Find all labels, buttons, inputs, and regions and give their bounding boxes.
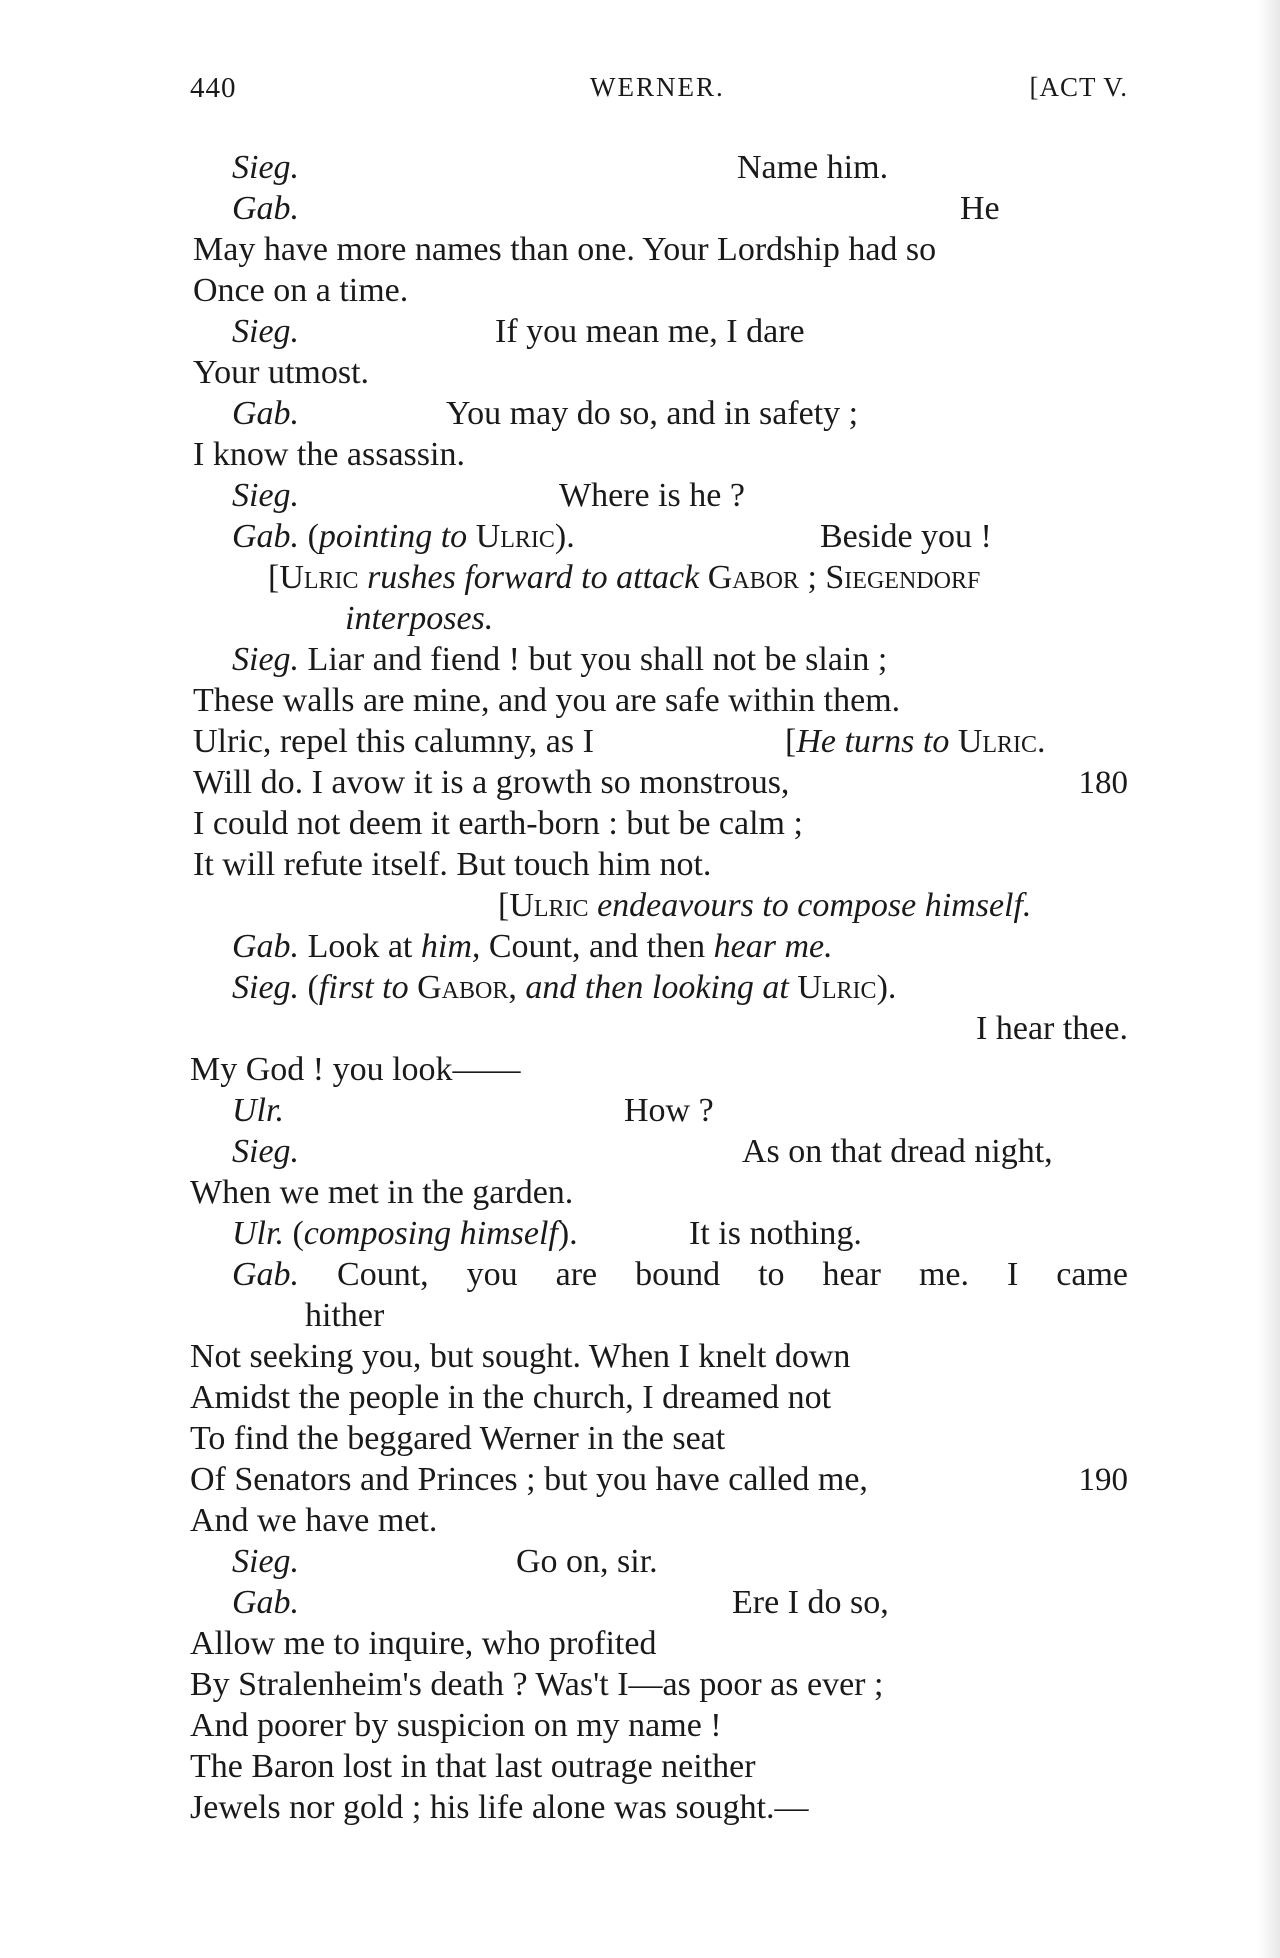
running-header: [190, 72, 1140, 118]
line-text: And poorer by suspicion on my name !: [190, 1707, 722, 1744]
line-text: You may do so, and in safety ;: [446, 395, 859, 432]
verse-line: [232, 1542, 1132, 1582]
verse-line: [232, 1255, 1128, 1295]
paren-close: ).: [876, 969, 897, 1006]
paren-close: ).: [557, 1215, 578, 1252]
verse-line: [193, 845, 711, 885]
verse-line: [190, 1419, 725, 1459]
paren-open: (: [307, 518, 319, 555]
emphasis: him,: [420, 928, 481, 965]
character-name: Ulric.: [957, 723, 1046, 760]
line-text: To find the beggared Werner in the seat: [190, 1420, 726, 1457]
line-text: Look at: [307, 928, 413, 965]
speaker-name: Gab.: [232, 1584, 300, 1621]
verse-line: [305, 1296, 384, 1336]
line-text: Not seeking you, but sought. When I knelt down: [190, 1338, 851, 1375]
verse-line: [193, 353, 369, 393]
speaker-name: Gab.: [232, 518, 300, 555]
verse-line: [193, 435, 465, 475]
verse-line: [232, 312, 1132, 352]
line-number: 190: [1078, 1462, 1128, 1498]
line-text: Beside you !: [820, 518, 992, 555]
stage-direction: interposes.: [345, 600, 494, 637]
line-text: hither: [305, 1297, 385, 1334]
character-name: Ulric: [797, 969, 877, 1006]
page-edge-shadow: [1258, 0, 1280, 1958]
line-text: Ere I do so,: [732, 1584, 889, 1621]
speaker-name: Sieg.: [232, 1133, 300, 1170]
verse-line: [232, 1091, 1132, 1131]
speaker-name: Sieg.: [232, 641, 300, 678]
line-text: Once on a time.: [193, 272, 409, 309]
verse-line: [232, 476, 1132, 516]
line-text: Count, and then: [488, 928, 706, 965]
verse-line: [232, 517, 1132, 557]
verse-line: [190, 1501, 437, 1541]
line-text: I hear thee.: [976, 1010, 1128, 1047]
verse-line: [190, 1624, 656, 1664]
line-text: By Stralenheim's death ? Was't I—as poor as ever ;: [190, 1666, 884, 1703]
verse-line: [193, 271, 408, 311]
verse-line: [193, 230, 936, 270]
stage-direction: He turns to: [796, 723, 950, 760]
page-number: 440: [190, 72, 237, 104]
speaker-name: Gab.: [232, 928, 300, 965]
line-text: Count, you are bound to hear me. I came: [337, 1256, 1129, 1293]
line-text: Your utmost.: [193, 354, 370, 391]
line-text: Jewels nor gold ; his life alone was sought.—: [190, 1789, 809, 1826]
line-text: Name him.: [737, 149, 889, 186]
character-name: Siegendorf: [825, 559, 981, 596]
speaker-name: Ulr.: [232, 1092, 284, 1129]
line-number: 180: [1078, 765, 1128, 801]
stage-direction: pointing to: [318, 518, 468, 555]
bracket: [: [498, 887, 510, 924]
verse-line: [232, 148, 1132, 188]
stage-direction: endeavours to compose himself.: [597, 887, 1032, 924]
line-text: And we have met.: [190, 1502, 438, 1539]
speaker-with-direction: [232, 517, 575, 557]
verse-line: [232, 927, 833, 967]
speaker-with-direction: [232, 1214, 578, 1254]
stage-direction: and then looking at: [525, 969, 789, 1006]
verse-line: [232, 189, 1132, 229]
running-title: WERNER.: [590, 72, 725, 102]
verse-line: [232, 1583, 1132, 1623]
verse-line: [193, 681, 900, 721]
line-text: My God ! you look——: [190, 1051, 521, 1088]
stage-direction: rushes forward to attack: [367, 559, 700, 596]
speaker-name: Sieg.: [232, 1543, 300, 1580]
line-text: If you mean me, I dare: [495, 313, 805, 350]
verse-line: [190, 1747, 756, 1787]
line-text: I could not deem it earth-born : but be calm ;: [193, 805, 803, 842]
inline-stage-direction: [785, 722, 1046, 762]
verse-line: [232, 1214, 1132, 1254]
line-text: It is nothing.: [689, 1215, 862, 1252]
bracket: [: [268, 559, 280, 596]
act-label: [ACT V.: [1029, 72, 1128, 102]
line-text: May have more names than one. Your Lordship had so: [193, 231, 937, 268]
line-text: It will refute itself. But touch him not.: [193, 846, 712, 883]
line-text: Where is he ?: [559, 477, 745, 514]
verse-line: [190, 1788, 809, 1828]
verse-line: [190, 1706, 722, 1746]
separator: ;: [807, 559, 817, 596]
line-text: Go on, sir.: [516, 1543, 658, 1580]
paren-close: ).: [554, 518, 575, 555]
character-name: Ulric: [475, 518, 555, 555]
line-text: As on that dread night,: [742, 1133, 1053, 1170]
line-text: These walls are mine, and you are safe within them.: [193, 682, 901, 719]
line-text: Amidst the people in the church, I dreamed not: [190, 1379, 832, 1416]
verse-line: [190, 1173, 573, 1213]
speaker-name: Gab.: [232, 190, 300, 227]
verse-line: [193, 1009, 1128, 1049]
speaker-name: Ulr.: [232, 1215, 284, 1252]
line-text: Will do. I avow it is a growth so monstrous,: [193, 764, 790, 801]
character-name: Gabor,: [417, 969, 517, 1006]
speaker-name: Gab.: [232, 1256, 300, 1293]
line-text: Of Senators and Princes ; but you have called me,: [190, 1461, 868, 1498]
verse-line: [193, 722, 1133, 762]
verse-line: [193, 804, 803, 844]
line-text: Ulric, repel this calumny, as I: [193, 723, 594, 760]
stage-direction: first to: [318, 969, 409, 1006]
line-text: Liar and fiend ! but you shall not be slain ;: [307, 641, 888, 678]
verse-line: [232, 394, 1132, 434]
verse-line: [232, 968, 896, 1008]
verse-line: [232, 1132, 1132, 1172]
speaker-name: Sieg.: [232, 149, 300, 186]
speaker-name: Sieg.: [232, 969, 300, 1006]
verse-line: [193, 763, 1128, 803]
character-name: Ulric: [279, 559, 359, 596]
verse-line: [190, 1337, 850, 1377]
speaker-name: Sieg.: [232, 313, 300, 350]
verse-line: [190, 1460, 1128, 1500]
speaker-name: Sieg.: [232, 477, 300, 514]
stage-direction-line: [345, 599, 493, 639]
speaker-name: Gab.: [232, 395, 300, 432]
line-text: The Baron lost in that last outrage neither: [190, 1748, 756, 1785]
stage-direction: composing himself: [303, 1215, 558, 1252]
character-name: Gabor: [707, 559, 799, 596]
line-text: Allow me to inquire, who profited: [190, 1625, 657, 1662]
line-text: How ?: [624, 1092, 714, 1129]
paren-open: (: [307, 969, 319, 1006]
stage-direction-line: [268, 558, 980, 598]
line-text: He: [960, 190, 1000, 227]
paren-open: (: [292, 1215, 304, 1252]
verse-line: [232, 640, 887, 680]
line-text: When we met in the garden.: [190, 1174, 574, 1211]
stage-direction-line: [498, 886, 1031, 926]
line-text: I know the assassin.: [193, 436, 465, 473]
emphasis: hear me.: [713, 928, 833, 965]
bracket: [: [785, 723, 797, 760]
character-name: Ulric: [509, 887, 589, 924]
verse-line: [190, 1665, 883, 1705]
verse-line: [190, 1050, 521, 1090]
verse-line: [190, 1378, 831, 1418]
